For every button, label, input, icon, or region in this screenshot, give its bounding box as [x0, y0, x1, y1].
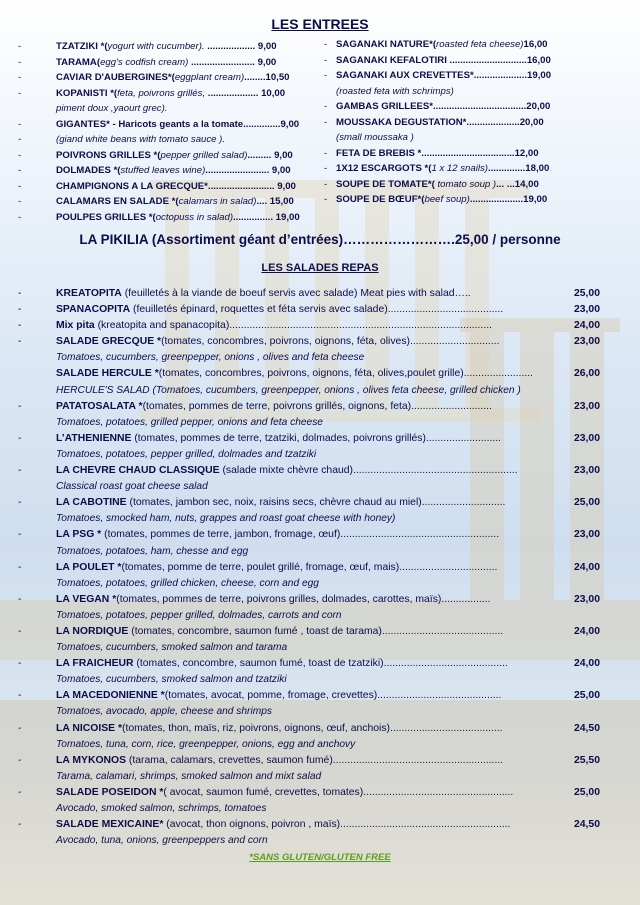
salad-item: [18, 560, 622, 576]
salad-item: [18, 495, 622, 511]
entree-price: ...................................12,00: [421, 147, 539, 159]
bullet-dash: -: [18, 497, 22, 509]
salades-list: [18, 286, 622, 849]
salad-name: LA VEGAN *: [56, 593, 117, 605]
entree-name: GAMBAS GRILLEES*: [336, 101, 434, 112]
salad-price: 23,00: [573, 465, 600, 477]
salad-description: (tomates, thon, maïs, riz, poivrons, oignons, œuf, anchois).......................................: [122, 722, 503, 734]
entree-name: 1X12 ESCARGOTS *(: [336, 163, 432, 174]
salad-description: ( avocat, saumon fumé, crevettes, tomates)....................................................: [163, 786, 514, 798]
salad-name: LA MACEDONIENNE *: [56, 690, 165, 702]
salad-name: SALADE MEXICAINE*: [56, 819, 164, 831]
entree-price: 16,00: [523, 39, 548, 50]
salad-english-description: Classical roast goat cheese salad: [56, 481, 208, 493]
entree-price: ......... 9,00: [247, 149, 293, 161]
bullet-dash: -: [18, 41, 22, 52]
salad-item: [18, 817, 622, 833]
entree-name: SAGANAKI AUX CREVETTES*: [336, 70, 474, 81]
entrees-right-column: [324, 37, 624, 208]
entree-note-text: (small moussaka ): [336, 132, 414, 143]
salad-price: 25,00: [573, 786, 600, 798]
entree-name: CALAMARS EN SALADE *(: [56, 196, 179, 207]
entrees-left-column: [18, 39, 318, 225]
salades-title: LES SALADES REPAS: [261, 262, 379, 274]
entree-description: pepper grilled salad): [160, 149, 248, 161]
entree-name: CHAMPIGNONS A LA GRECQUE*: [56, 180, 208, 192]
entree-item: [324, 68, 624, 84]
salad-price: 24,00: [573, 625, 600, 637]
salad-item: [18, 431, 622, 447]
salad-price: 23,00: [573, 336, 600, 348]
bullet-dash: -: [18, 180, 22, 192]
salad-description: (salade mixte chèvre chaud).........................................................: [219, 465, 518, 477]
salad-item: [18, 721, 622, 737]
entree-note-text: (giand white beans with tomato sauce ).: [56, 134, 226, 145]
salad-english-description: HERCULE'S SALAD (Tomatoes, cucumbers, greenpepper, onions , olives feta cheese, grilled chicken ): [56, 384, 521, 396]
entree-price: ..............9,00: [243, 118, 300, 130]
salad-name: L’ATHENIENNE: [56, 432, 132, 444]
salad-item: [18, 463, 622, 479]
entree-item: [324, 177, 624, 193]
salad-name: Mix pita: [56, 320, 95, 332]
salad-description: (tomates, concombres, poivrons, oignons, féta, olives)...............................: [161, 336, 500, 348]
gluten-free-footnote: *SANS GLUTEN/GLUTEN FREE: [249, 852, 391, 863]
salad-description: (tomates, pommes de terre, tzatziki, dolmades, poivrons grillés)..........................: [131, 432, 502, 444]
entree-name: KOPANISTI *(: [56, 87, 118, 99]
entree-price: .............................16,00: [446, 54, 551, 66]
entree-description: octopuss in salad): [155, 211, 234, 223]
bullet-dash: -: [18, 87, 22, 99]
salad-price: 26,00: [573, 368, 600, 380]
bullet-dash: -: [18, 690, 22, 702]
salad-description: (tomates, pommes de terre, poivrons grillés, oignons, feta)............................: [142, 400, 492, 412]
salad-name: LA NICOISE *: [56, 722, 123, 734]
salad-price: 24,50: [573, 722, 600, 734]
entree-price: ..............18,00: [487, 163, 550, 174]
entree-name: FETA DE BREBIS *: [336, 147, 422, 159]
salad-description: (tomates, concombre, saumon fumé , toast de tarama)..........................................: [128, 625, 504, 637]
entree-name: CAVIAR D'AUBERGINES*(: [56, 72, 175, 83]
salad-item: [18, 592, 622, 608]
salad-description: (tomates, jambon sec, noix, raisins secs, chèvre chaud au miel).............................: [126, 497, 506, 509]
bullet-dash: -: [18, 786, 22, 798]
salad-description: (tomates, pommes de terre, jambon, fromage, œuf).......................................................: [101, 529, 500, 541]
entree-item: [324, 146, 624, 162]
entree-price: ... ...14,00: [496, 178, 539, 190]
entree-note-text: (roasted feta with schrimps): [336, 85, 454, 97]
bullet-dash: -: [18, 819, 22, 831]
salad-description: (avocat, thon oignons, poivron , maïs)...........................................................: [163, 819, 511, 831]
salad-english-description: Tomatoes, cucumbers, smoked salmon and tzatziki: [56, 674, 287, 686]
bullet-dash: -: [18, 196, 22, 207]
salad-item: [18, 318, 622, 334]
salad-english-description: Avocado, smoked salmon, schrimps, tomatoes: [56, 803, 267, 814]
salad-english-description: Tomatoes, cucumbers, smoked salmon and tarama: [56, 642, 288, 654]
entree-name: SOUPE DE BŒUF*(: [336, 194, 425, 205]
bullet-dash: -: [324, 163, 328, 174]
entree-item: [324, 192, 624, 208]
entree-name: SAGANAKI NATURE*(: [336, 39, 437, 50]
salad-english-description: Tomatoes, tuna, corn, rice, greenpepper, onions, egg and anchovy: [56, 738, 356, 750]
entree-note: [324, 84, 624, 100]
salad-english-description: Tomatoes, potatoes, ham, chesse and egg: [56, 545, 249, 557]
entree-item: [324, 99, 624, 115]
salad-item: [18, 302, 622, 318]
salad-item: [18, 399, 622, 415]
bullet-dash: -: [18, 165, 22, 176]
entree-note: [18, 101, 318, 117]
bullet-dash: -: [18, 288, 22, 299]
salad-name: KREATOPITA: [56, 288, 122, 299]
salad-english-description: Tomatoes, potatoes, grilled chicken, cheese, corn and egg: [56, 577, 319, 589]
entree-description: stuffed leaves wine): [120, 165, 206, 176]
entree-price: ...................................20,00: [433, 101, 551, 112]
entree-item: [18, 117, 318, 133]
entree-description: tomato soup ): [434, 178, 497, 190]
entree-description: calamars in salad): [178, 196, 257, 207]
salad-english-description: Tomatoes, potatoes, grilled pepper, onions and feta cheese: [56, 416, 323, 428]
entree-name: SAGANAKI KEFALOTIRI: [336, 54, 447, 66]
salad-english-description: Tomatoes, potatoes, pepper grilled, dolmades, carrots and corn: [56, 609, 342, 621]
entree-item: [324, 53, 624, 69]
entree-price: ....................19,00: [473, 70, 552, 81]
salad-name: PATATOSALATA *: [56, 400, 143, 412]
salad-name: LA PSG *: [56, 529, 102, 541]
salad-price: 25,00: [573, 288, 600, 299]
entree-note: [324, 130, 624, 146]
salad-item: [18, 656, 622, 672]
entree-price: .................. 9,00: [204, 41, 277, 52]
bullet-dash: -: [18, 432, 22, 444]
bullet-dash: -: [18, 625, 22, 637]
entree-item: [18, 55, 318, 71]
entree-name: SOUPE DE TOMATE*(: [336, 178, 435, 190]
salad-item: [18, 688, 622, 704]
salad-description: (tarama, calamars, crevettes, saumon fumé)...........................................................: [126, 754, 504, 766]
bullet-dash: -: [18, 56, 22, 68]
entree-price: ................... 10,00: [205, 87, 286, 99]
bullet-dash: -: [324, 147, 328, 159]
salad-item: [18, 366, 622, 382]
bullet-dash: -: [324, 101, 328, 112]
bullet-dash: -: [18, 149, 22, 161]
salad-name: LA CHEVRE CHAUD CLASSIQUE: [56, 465, 220, 477]
bullet-dash: -: [18, 658, 22, 670]
entree-name: DOLMADES *(: [56, 165, 121, 176]
salad-description: (tomates, pomme de terre, poulet grillé, fromage, œuf, mais)..................................: [121, 561, 498, 573]
entree-item: [18, 163, 318, 179]
pikilia-offer: LA PIKILIA (Assortiment géant d’entrées)…………………….25,00 / personne: [79, 232, 561, 247]
entree-price: ........10,50: [244, 72, 290, 83]
salad-name: SALADE GRECQUE *: [56, 336, 162, 348]
entree-item: [18, 210, 318, 226]
salad-name: SALADE HERCULE *: [56, 368, 159, 380]
salad-description: (feuilletés à la viande de boeuf servis avec salade) Meat pies with salad…..: [121, 288, 471, 299]
salad-price: 24,00: [573, 561, 600, 573]
bullet-dash: -: [324, 70, 328, 81]
salad-price: 23,00: [573, 400, 600, 412]
salad-english-description: Tarama, calamari, shrimps, smoked salmon and mixt salad: [56, 770, 322, 782]
entree-price: ............... 19,00: [233, 211, 300, 223]
salad-english-description: Tomatoes, smocked ham, nuts, grappes and roast goat cheese with honey): [56, 513, 396, 525]
salad-description: (feuilletés épinard, roquettes et féta servis avec salade)........................................: [130, 304, 504, 316]
bullet-dash: -: [18, 593, 22, 605]
salad-item: [18, 753, 622, 769]
salad-price: 23,00: [573, 432, 600, 444]
entree-item: [18, 179, 318, 195]
salad-price: 25,00: [573, 690, 600, 702]
entree-price: .... 15,00: [256, 196, 294, 207]
entree-note-text: piment doux ,yaourt grec).: [56, 103, 168, 114]
salad-name: SPANACOPITA: [56, 304, 131, 316]
salad-name: LA POULET *: [56, 561, 122, 573]
bullet-dash: -: [324, 39, 328, 50]
bullet-dash: -: [18, 118, 22, 130]
entree-item: [324, 161, 624, 177]
salad-item: [18, 785, 622, 801]
entree-name: TZATZIKI *(: [56, 41, 108, 52]
entree-description: beef soup): [424, 194, 470, 205]
entree-note: [18, 132, 318, 148]
entree-name: TARAMA(: [56, 56, 101, 68]
salad-description: (tomates, concombre, saumon fumé, toast de tzatziki)...........................................: [133, 658, 508, 670]
salad-price: 25,50: [573, 754, 600, 766]
bullet-dash: -: [18, 529, 22, 541]
salad-english-description: Avocado, tuna, onions, greenpeppers and corn: [56, 835, 268, 847]
salad-name: LA MYKONOS: [56, 754, 127, 766]
entree-description: eggplant cream): [174, 72, 245, 83]
salad-description: (tomates, concombres, poivrons, oignons, féta, olives,poulet grille)........................: [158, 368, 533, 380]
salad-price: 24,00: [573, 320, 600, 332]
salad-item: [18, 286, 622, 302]
bullet-dash: -: [18, 722, 22, 734]
entree-description: egg's codfish cream): [100, 56, 189, 68]
salad-description: (tomates, pommes de terre, poivrons grilles, dolmades, carottes, maïs).................: [116, 593, 491, 605]
entree-description: feta, poivrons grillés,: [117, 87, 206, 99]
entree-name: POIVRONS GRILLES *(: [56, 149, 161, 161]
salad-price: 24,00: [573, 658, 600, 670]
entree-item: [324, 115, 624, 131]
entree-item: [18, 148, 318, 164]
entree-item: [324, 37, 624, 53]
salad-name: LA CABOTINE: [56, 497, 127, 509]
bullet-dash: -: [18, 754, 22, 766]
salad-english-description: Tomatoes, cucumbers, greenpepper, onions , olives and feta cheese: [56, 352, 365, 364]
salad-description: (tomates, avocat, pomme, fromage, crevettes)...........................................: [164, 690, 502, 702]
entree-price: ....................19,00: [469, 194, 548, 205]
salad-name: SALADE POSEIDON *: [56, 786, 164, 798]
salad-item: [18, 624, 622, 640]
salad-price: 23,00: [573, 304, 600, 316]
entree-price: ........................ 9,00: [188, 56, 277, 68]
bullet-dash: -: [18, 561, 22, 573]
bullet-dash: -: [18, 465, 22, 477]
entree-price: ....................20,00: [466, 116, 544, 128]
entree-description: yogurt with cucumber).: [107, 41, 205, 52]
bullet-dash: -: [18, 336, 22, 348]
bullet-dash: -: [324, 178, 328, 190]
salad-name: LA FRAICHEUR: [56, 658, 134, 670]
bullet-dash: -: [18, 400, 22, 412]
salad-english-description: Tomatoes, avocado, apple, cheese and shrimps: [56, 706, 272, 718]
salad-price: 25,00: [573, 497, 600, 509]
salad-item: [18, 334, 622, 350]
entree-item: [18, 194, 318, 210]
entree-price: ......................... 9,00: [207, 180, 296, 192]
salad-price: 23,00: [573, 529, 600, 541]
entree-description: roasted feta cheese): [436, 39, 524, 50]
bullet-dash: -: [324, 116, 328, 128]
bullet-dash: -: [18, 211, 22, 223]
entree-name: POULPES GRILLES *(: [56, 211, 156, 223]
bullet-dash: -: [18, 134, 22, 145]
salad-price: 24,50: [573, 819, 600, 831]
bullet-dash: -: [18, 304, 22, 316]
bullet-dash: -: [18, 320, 22, 332]
salad-item: [18, 527, 622, 543]
entree-item: [18, 86, 318, 102]
entree-description: 1 x 12 snails): [431, 163, 488, 174]
bullet-dash: -: [324, 194, 328, 205]
entrees-title: LES ENTREES: [271, 16, 369, 32]
salad-name: LA NORDIQUE: [56, 625, 129, 637]
salad-english-description: Tomatoes, potatoes, pepper grilled, dolmades and tzatziki: [56, 448, 317, 460]
bullet-dash: -: [18, 72, 22, 83]
entree-name: GIGANTES* - Haricots geants a la tomate: [56, 118, 244, 130]
entree-name: MOUSSAKA DEGUSTATION*: [336, 116, 467, 128]
entree-price: ........................ 9,00: [205, 165, 291, 176]
entree-item: [18, 70, 318, 86]
entree-item: [18, 39, 318, 55]
salad-description: (kreatopita and spanacopita)...........................................................................................: [94, 320, 492, 332]
salad-price: 23,00: [573, 593, 600, 605]
bullet-dash: -: [324, 54, 328, 66]
